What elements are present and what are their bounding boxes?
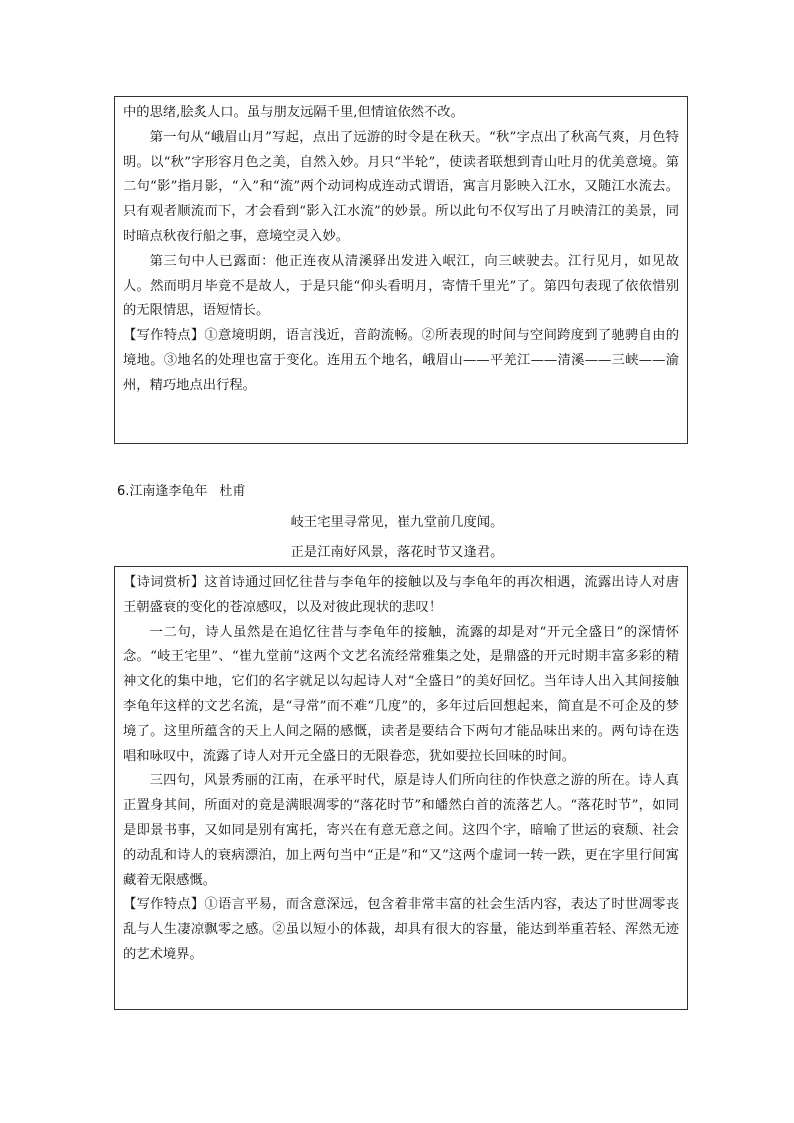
- poem-line-1: 岐王宅里寻常见，崔九堂前几度闻。: [290, 515, 504, 530]
- writing-features-paragraph: [123, 893, 679, 967]
- paragraph: 第三句中人已露面：他正连夜从清溪驿出发进入岷江，向三峡驶去。江行见月，如见故人。然而明月毕竟不是故人，于是只能“仰头看明月，寄情千里光”了。第四句表现了依依惜别的无限情思，语短情长。: [123, 253, 679, 319]
- analysis-box-2: [114, 566, 688, 1010]
- paragraph: 一二句，诗人虽然是在追忆往昔与李龟年的接触，流露的却是对“开元全盛日”的深情怀念。“岐王宅里”、“崔九堂前”这两个文艺名流经常雅集之处，是鼎盛的开元时期丰富多彩的精神文化的集中地，它们的名字就足以勾起诗人对“全盛日”的美好回忆。当年诗人出入其间接触李龟年这样的文艺名流，是“寻常”而不难“几度”的，多年过后回想起来，简直是不可企及的梦境了。这里所蕴含的天上人间之隔的感慨，读者是要结合下两句才能品味出来的。两句诗在迭唱和咏叹中，流露了诗人对开元全盛日的无限眷恋，犹如要拉长回味的时间。: [123, 624, 679, 764]
- paragraph-text: 这首诗通过回忆往昔与李龟年的接触以及与李龟年的再次相遇，流露出诗人对唐王朝盛衰的变化的苍凉感叹，以及对彼此现状的悲叹！: [123, 575, 679, 615]
- appreciation-paragraph: [123, 571, 679, 621]
- paragraph: 第一句从“峨眉山月”写起，点出了远游的时令是在秋天。“秋”字点出了秋高气爽，月色特明。以“秋”字形容月色之美，自然入妙。月只“半轮”，使读者联想到青山吐月的优美意境。第二句“影”指月影，“入”和“流”两个动词构成连动式谓语，寓言月影映入江水，又随江水流去。只有观者顺流而下，才会看到“影入江水流”的妙景。所以此句不仅写出了月映清江的美景，同时暗点秋夜行船之事，意境空灵入妙。: [123, 129, 679, 244]
- poem-line-2: 正是江南好风景，落花时节又逢君。: [290, 545, 504, 560]
- writing-features-paragraph: [123, 324, 679, 398]
- poem-author: 杜甫: [219, 484, 246, 499]
- paragraph: 三四句，风景秀丽的江南，在承平时代，原是诗人们所向往的作快意之游的所在。诗人真正置身其间，所面对的竟是满眼凋零的“落花时节”和皤然白首的流落艺人。“落花时节”，如同是即景书事，又如同是别有寓托，寄兴在有意无意之间。这四个字，暗喻了世运的衰颓、社会的动乱和诗人的衰病漂泊，加上两句当中“正是”和“又”这两个虚词一转一跌，更在字里行间寓藏着无限感慨。: [123, 773, 679, 888]
- analysis-box-1: [114, 96, 688, 444]
- poem-title: 6.江南逢李龟年: [117, 484, 208, 499]
- section-tag: 【写作特点】: [123, 328, 205, 344]
- section-tag: 【诗词赏析】: [123, 575, 205, 590]
- paragraph: 中的思绪,脍炙人口。虽与朋友远隔千里,但情谊依然不改。: [123, 105, 464, 120]
- paragraph-text: ①语言平易，而含意深远，包含着非常丰富的社会生活内容，表达了时世凋零丧乱与人生凄凉飘零之感。②虽以短小的体裁，却具有很大的容量，能达到举重若轻、浑然无迹的艺术境界。: [123, 897, 679, 962]
- section-tag: 【写作特点】: [123, 897, 205, 913]
- paragraph-text: ①意境明朗，语言浅近，音韵流畅。②所表现的时间与空间跨度到了驰骋自由的境地。③地名的处理也富于变化。连用五个地名，峨眉山——平羌江——清溪——三峡——渝州，精巧地点出行程。: [123, 328, 679, 393]
- section-heading: [117, 480, 245, 499]
